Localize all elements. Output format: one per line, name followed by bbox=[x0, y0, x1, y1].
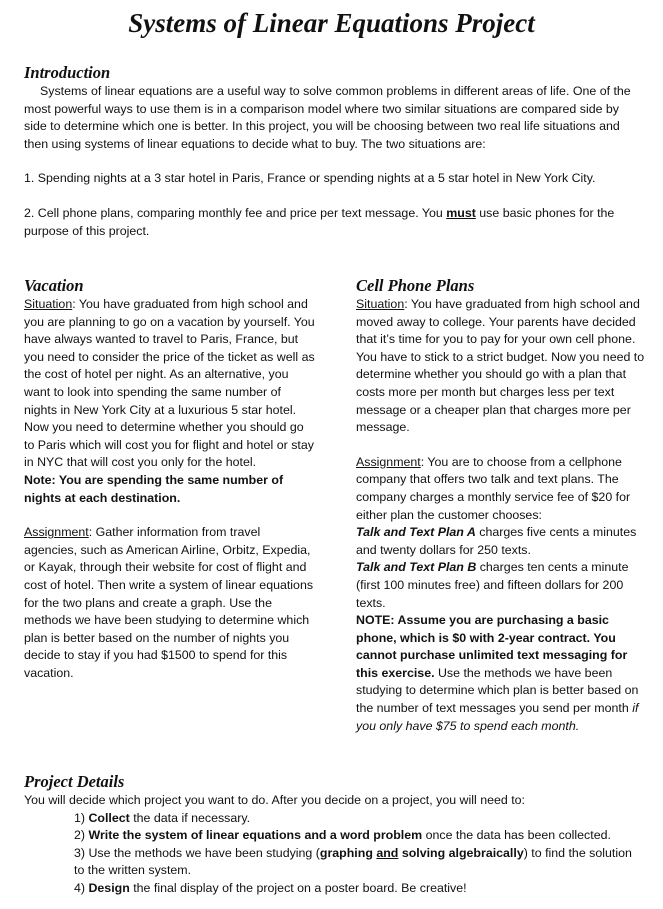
vacation-situation bbox=[24, 296, 316, 507]
list-item bbox=[74, 810, 639, 828]
cellphone-situation-text: : You have graduated from high school and moved away to college. Your parents have decided that it’s time for you to pay for your own cell phone. You have to stick to a strict budget. Now you need to determine whether you should go with a plan that costs more per month but charges less per text message or a cheaper plan that charges more per message. bbox=[356, 297, 645, 435]
step-text: the final display of the project on a poster board. Be creative! bbox=[129, 880, 467, 895]
introduction-paragraph: Systems of linear equations are a useful way to solve common problems in different areas of life. One of the most powerful ways to use them is in a comparison model where two similar situations are compared side by side to determine which one is better. In this project, you will be choosing between two real life situations and then using systems of linear equations to decide what to buy. The two situations are: bbox=[24, 84, 631, 151]
step-keyword-and: and bbox=[376, 845, 399, 860]
step-keyword: Design bbox=[88, 880, 130, 895]
step-number: 2) bbox=[74, 828, 89, 843]
cellphone-assignment bbox=[356, 454, 646, 736]
step-text: 3) Use the methods we have been studying ( bbox=[74, 845, 320, 860]
situation-item-2-tail: use basic phones for the purpose of this project. bbox=[24, 205, 615, 238]
cellphone-note: NOTE: Assume you are purchasing a basic phone, which is $0 with 2-year contract. You cannot purchase unlimited text messaging for this exercise. bbox=[356, 613, 628, 680]
project-steps-list bbox=[74, 810, 639, 898]
budget-emphasis: if you only have $75 to spend each month. bbox=[356, 701, 639, 733]
vacation-heading: Vacation bbox=[24, 276, 84, 295]
vacation-assignment bbox=[24, 524, 316, 682]
situation-item-1: 1. Spending nights at a 3 star hotel in Paris, France or spending nights at a 5 star hotel in New York City. bbox=[24, 171, 596, 186]
plan-a-text: charges five cents a minutes and twenty dollars for 250 texts. bbox=[356, 525, 637, 557]
project-details-heading: Project Details bbox=[24, 772, 125, 791]
introduction-heading: Introduction bbox=[24, 63, 111, 82]
vacation-situation-text: : You have graduated from high school and you are planning to go on a vacation by yourself. You have always wanted to travel to Paris, France, but you need to consider the price of the ticket as well as the cost of hotel per night. As an alternative, you want to look into spending the same number of nights in New York City at a luxurious 5 star hotel. Now you need to determine whether you should go to Paris which will cost you for flight and hotel or stay in NYC that will cost you only for the hotel. bbox=[24, 297, 315, 470]
plan-a-name: Talk and Text Plan A bbox=[356, 525, 476, 540]
list-item bbox=[74, 880, 639, 898]
cellphone-column bbox=[356, 276, 646, 735]
vacation-assignment-text: : Gather information from travel agencies, such as American Airline, Orbitz, Expedia, or Kayak, through their website for cost of flight and cost of hotel. Then write a system of linear equations for the two plans and create a graph. Use the methods we have been studying to determine which plan is better based on the number of nights you decide to stay if you had $1500 to spend for this vacation. bbox=[24, 525, 314, 680]
list-item bbox=[74, 827, 639, 845]
project-details-section bbox=[24, 772, 639, 898]
must-emphasis: must bbox=[446, 205, 476, 220]
plan-b-name: Talk and Text Plan B bbox=[356, 560, 477, 575]
introduction-section bbox=[24, 63, 639, 240]
vacation-column bbox=[24, 276, 316, 682]
cellphone-situation bbox=[356, 296, 646, 437]
step-text: the data if necessary. bbox=[129, 810, 251, 825]
project-details-lead: You will decide which project you want to do. After you decide on a project, you will need to: bbox=[24, 793, 525, 807]
assignment-label: Assignment bbox=[356, 454, 421, 469]
step-number: 4) bbox=[74, 880, 89, 895]
cellphone-heading: Cell Phone Plans bbox=[356, 276, 475, 295]
cellphone-assignment-text: : You are to choose from a cellphone company that offers two talk and text plans. The company charges a monthly service fee of $20 for either plan the customer chooses: bbox=[356, 454, 631, 522]
situation-label: Situation bbox=[356, 297, 405, 311]
step-number: 1) bbox=[74, 810, 89, 825]
assignment-label: Assignment bbox=[24, 525, 89, 540]
situation-label: Situation bbox=[24, 297, 73, 311]
step-text: ) to find the solution to the written system. bbox=[74, 845, 632, 878]
list-item bbox=[74, 845, 639, 880]
vacation-note: Note: You are spending the same number of nights at each destination. bbox=[24, 472, 284, 505]
situation-item-2 bbox=[24, 205, 639, 240]
step-keyword: Collect bbox=[88, 810, 130, 825]
step-keyword: solving algebraically bbox=[398, 845, 524, 860]
cellphone-closing-text: Use the methods we have been studying to determine which plan is better based on the number of text messages you send per month bbox=[356, 665, 639, 716]
plan-b-text: charges ten cents a minute (first 100 minutes free) and fifteen dollars for 200 texts. bbox=[356, 560, 629, 610]
step-text: once the data has been collected. bbox=[422, 828, 611, 843]
step-keyword: Write the system of linear equations and a word problem bbox=[88, 828, 423, 843]
page-title: Systems of Linear Equations Project bbox=[128, 8, 535, 38]
situation-item-2-text: 2. Cell phone plans, comparing monthly fee and price per text message. You bbox=[24, 205, 447, 220]
step-keyword: graphing bbox=[319, 845, 377, 860]
